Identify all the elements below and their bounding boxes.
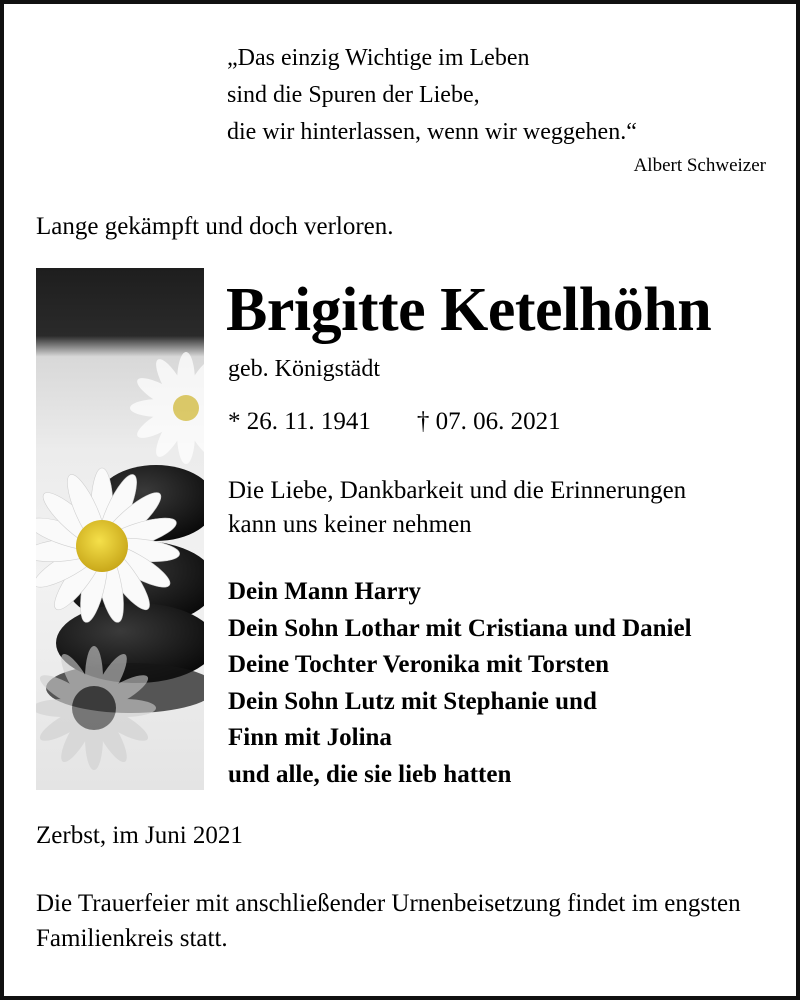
quote-line: „Das einzig Wichtige im Leben	[227, 45, 530, 71]
death-date: † 07. 06. 2021	[416, 408, 561, 435]
mourner-line: Dein Sohn Lutz mit Stephanie und	[228, 687, 597, 715]
mourner-line: Deine Tochter Veronika mit Torsten	[228, 651, 610, 678]
quote-line: sind die Spuren der Liebe,	[227, 82, 480, 108]
quote	[227, 40, 637, 151]
verse-line: kann uns keiner nehmen	[228, 511, 472, 538]
quote-author: Albert Schweizer	[633, 155, 766, 176]
mourner-line: Finn mit Jolina	[228, 724, 392, 751]
place-date: Zerbst, im Juni 2021	[36, 822, 243, 849]
deceased-name: Brigitte Ketelhöhn	[226, 276, 712, 344]
life-dates	[228, 408, 561, 436]
daisy-on-stones-photo	[36, 268, 204, 790]
service-note: Die Trauerfeier mit anschließender Urnenbeisetzung findet im engsten Familienkreis statt.	[36, 890, 741, 952]
verse	[228, 474, 686, 542]
birth-date: * 26. 11. 1941	[228, 408, 371, 435]
verse-line: Die Liebe, Dankbarkeit und die Erinnerungen	[228, 477, 687, 504]
quote-line: die wir hinterlassen, wenn wir weggehen.“	[227, 119, 637, 145]
mourner-line: Dein Sohn Lothar mit Cristiana und Daniel	[228, 614, 692, 642]
mourner-line: und alle, die sie lieb hatten	[228, 760, 512, 788]
intro-text: Lange gekämpft und doch verloren.	[36, 213, 394, 240]
mourner-line: Dein Mann Harry	[228, 578, 422, 605]
mourners-list	[228, 574, 692, 793]
maiden-name: geb. Königstädt	[228, 356, 380, 382]
